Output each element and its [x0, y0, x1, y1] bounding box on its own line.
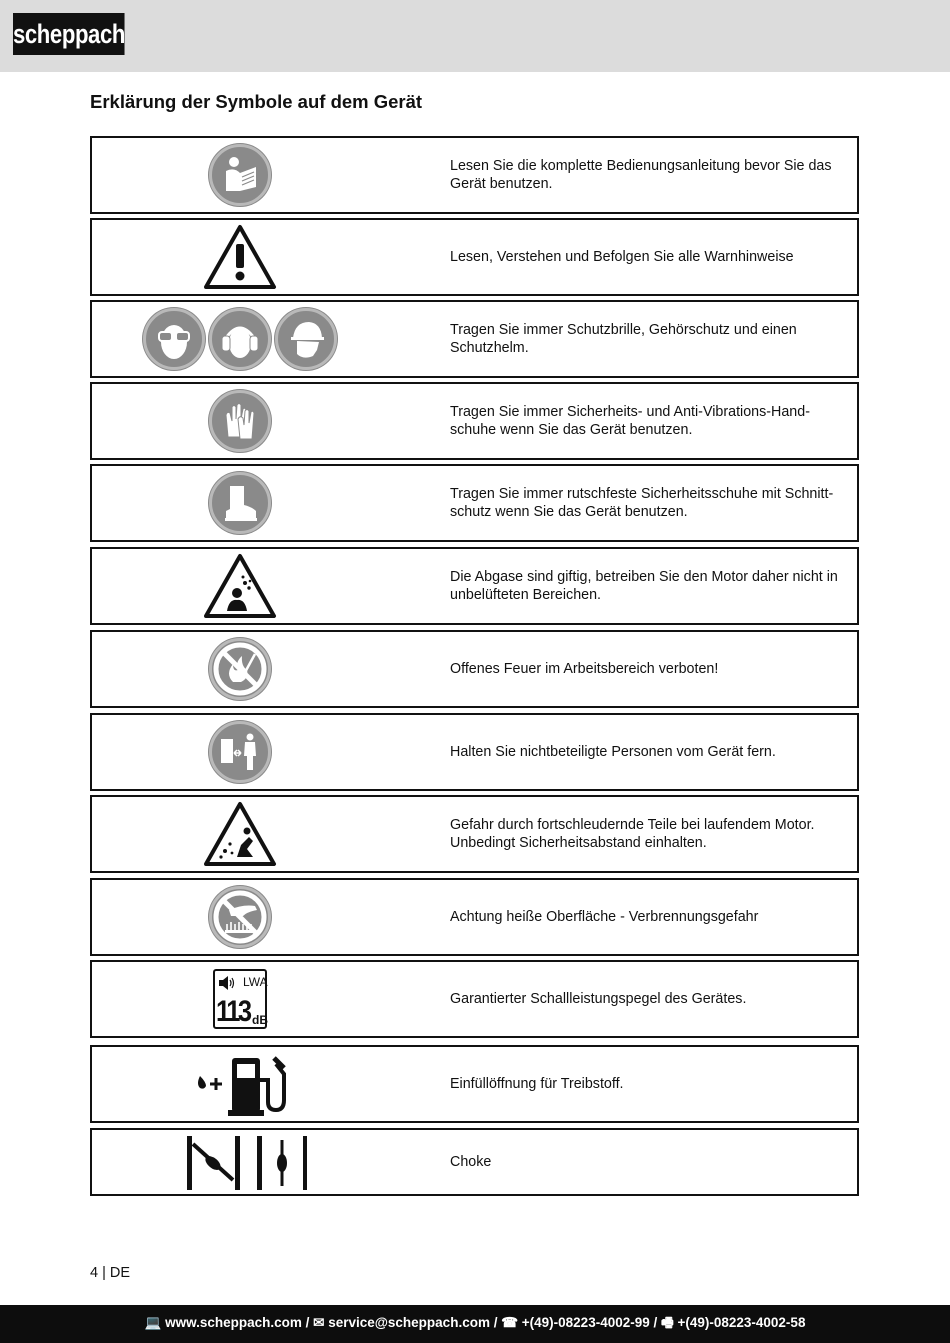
sound-power-level-icon [213, 969, 267, 1029]
symbol-text: Tragen Sie immer Schutzbrille, Gehörschutz und einen Schutzhelm. [450, 322, 797, 356]
symbol-text: Choke [450, 1154, 492, 1170]
symbol-row-ppe [90, 300, 859, 378]
footer-bar [0, 1305, 950, 1343]
safety-goggles-earmuffs-helmet-icon [140, 302, 340, 376]
lwa-unit: dB [252, 1013, 268, 1027]
toxic-fumes-warning-icon [203, 553, 277, 619]
speaker-icon [218, 975, 236, 991]
symbol-text: Offenes Feuer im Arbeitsbereich verboten! [450, 661, 719, 677]
symbol-row-choke [90, 1128, 859, 1196]
symbol-row-keep-distance [90, 713, 859, 791]
safety-helmet-icon [275, 308, 337, 370]
page-title: Erklärung der Symbole auf dem Gerät [90, 91, 423, 112]
safety-goggles-icon [143, 308, 205, 370]
symbol-text: Garantierter Schallleistungspegel des Gerätes. [450, 991, 747, 1007]
lwa-label: LWA [243, 975, 268, 989]
symbol-row-boots [90, 464, 859, 542]
symbol-row-no-flame [90, 630, 859, 708]
symbol-row-warning [90, 218, 859, 296]
lwa-value: 113 [216, 995, 250, 1028]
symbol-text: Die Abgase sind giftig, betreiben Sie den Motor daher nicht in unbelüfteten Bereichen. [450, 569, 838, 603]
header-bar [0, 0, 950, 72]
fuel-filler-icon [194, 1050, 290, 1118]
symbol-row-flying-debris [90, 795, 859, 873]
symbol-text: Lesen, Verstehen und Befolgen Sie alle Warnhinweise [450, 249, 794, 265]
symbol-text: Gefahr durch fortschleudernde Teile bei laufendem Motor. Unbedingt Sicherheitsabstand einhalten. [450, 817, 815, 851]
symbol-row-read-manual [90, 136, 859, 214]
ear-protection-icon [209, 308, 271, 370]
symbol-text: Halten Sie nichtbeteiligte Personen vom Gerät fern. [450, 744, 776, 760]
symbol-row-fuel [90, 1045, 859, 1123]
symbol-row-sound-power [90, 960, 859, 1038]
gloves-icon [209, 390, 271, 452]
symbol-text: Einfüllöffnung für Treibstoff. [450, 1076, 624, 1092]
flying-debris-warning-icon [203, 801, 277, 867]
symbol-row-gloves [90, 382, 859, 460]
symbol-text: Achtung heiße Oberfläche - Verbrennungsgefahr [450, 909, 759, 925]
warning-triangle-icon [203, 224, 277, 290]
choke-icon [177, 1132, 307, 1192]
hot-surface-icon [209, 886, 271, 948]
symbol-row-toxic-fumes [90, 547, 859, 625]
keep-distance-icon [209, 721, 271, 783]
symbol-text: Lesen Sie die komplette Bedienungsanleitung bevor Sie das Gerät benutzen. [450, 158, 832, 192]
safety-boot-icon [209, 472, 271, 534]
symbol-row-hot-surface [90, 878, 859, 956]
scheppach-logo: scheppach [13, 13, 125, 55]
symbol-text: Tragen Sie immer rutschfeste Sicherheitsschuhe mit Schnitt- schutz wenn Sie das Gerät benutzen. [450, 486, 834, 520]
read-manual-icon [209, 144, 271, 206]
page-number: 4 | DE [90, 1265, 131, 1281]
footer-contact-line: 💻 www.scheppach.com / ✉ service@scheppach.com / ☎ +(49)-08223-4002-99 / 🖷 +(49)-08223-4002-58 [144, 1314, 806, 1330]
no-open-flame-icon [209, 638, 271, 700]
symbol-text: Tragen Sie immer Sicherheits- und Anti-Vibrations-Hand- schuhe wenn Sie das Gerät benutzen. [450, 404, 810, 438]
